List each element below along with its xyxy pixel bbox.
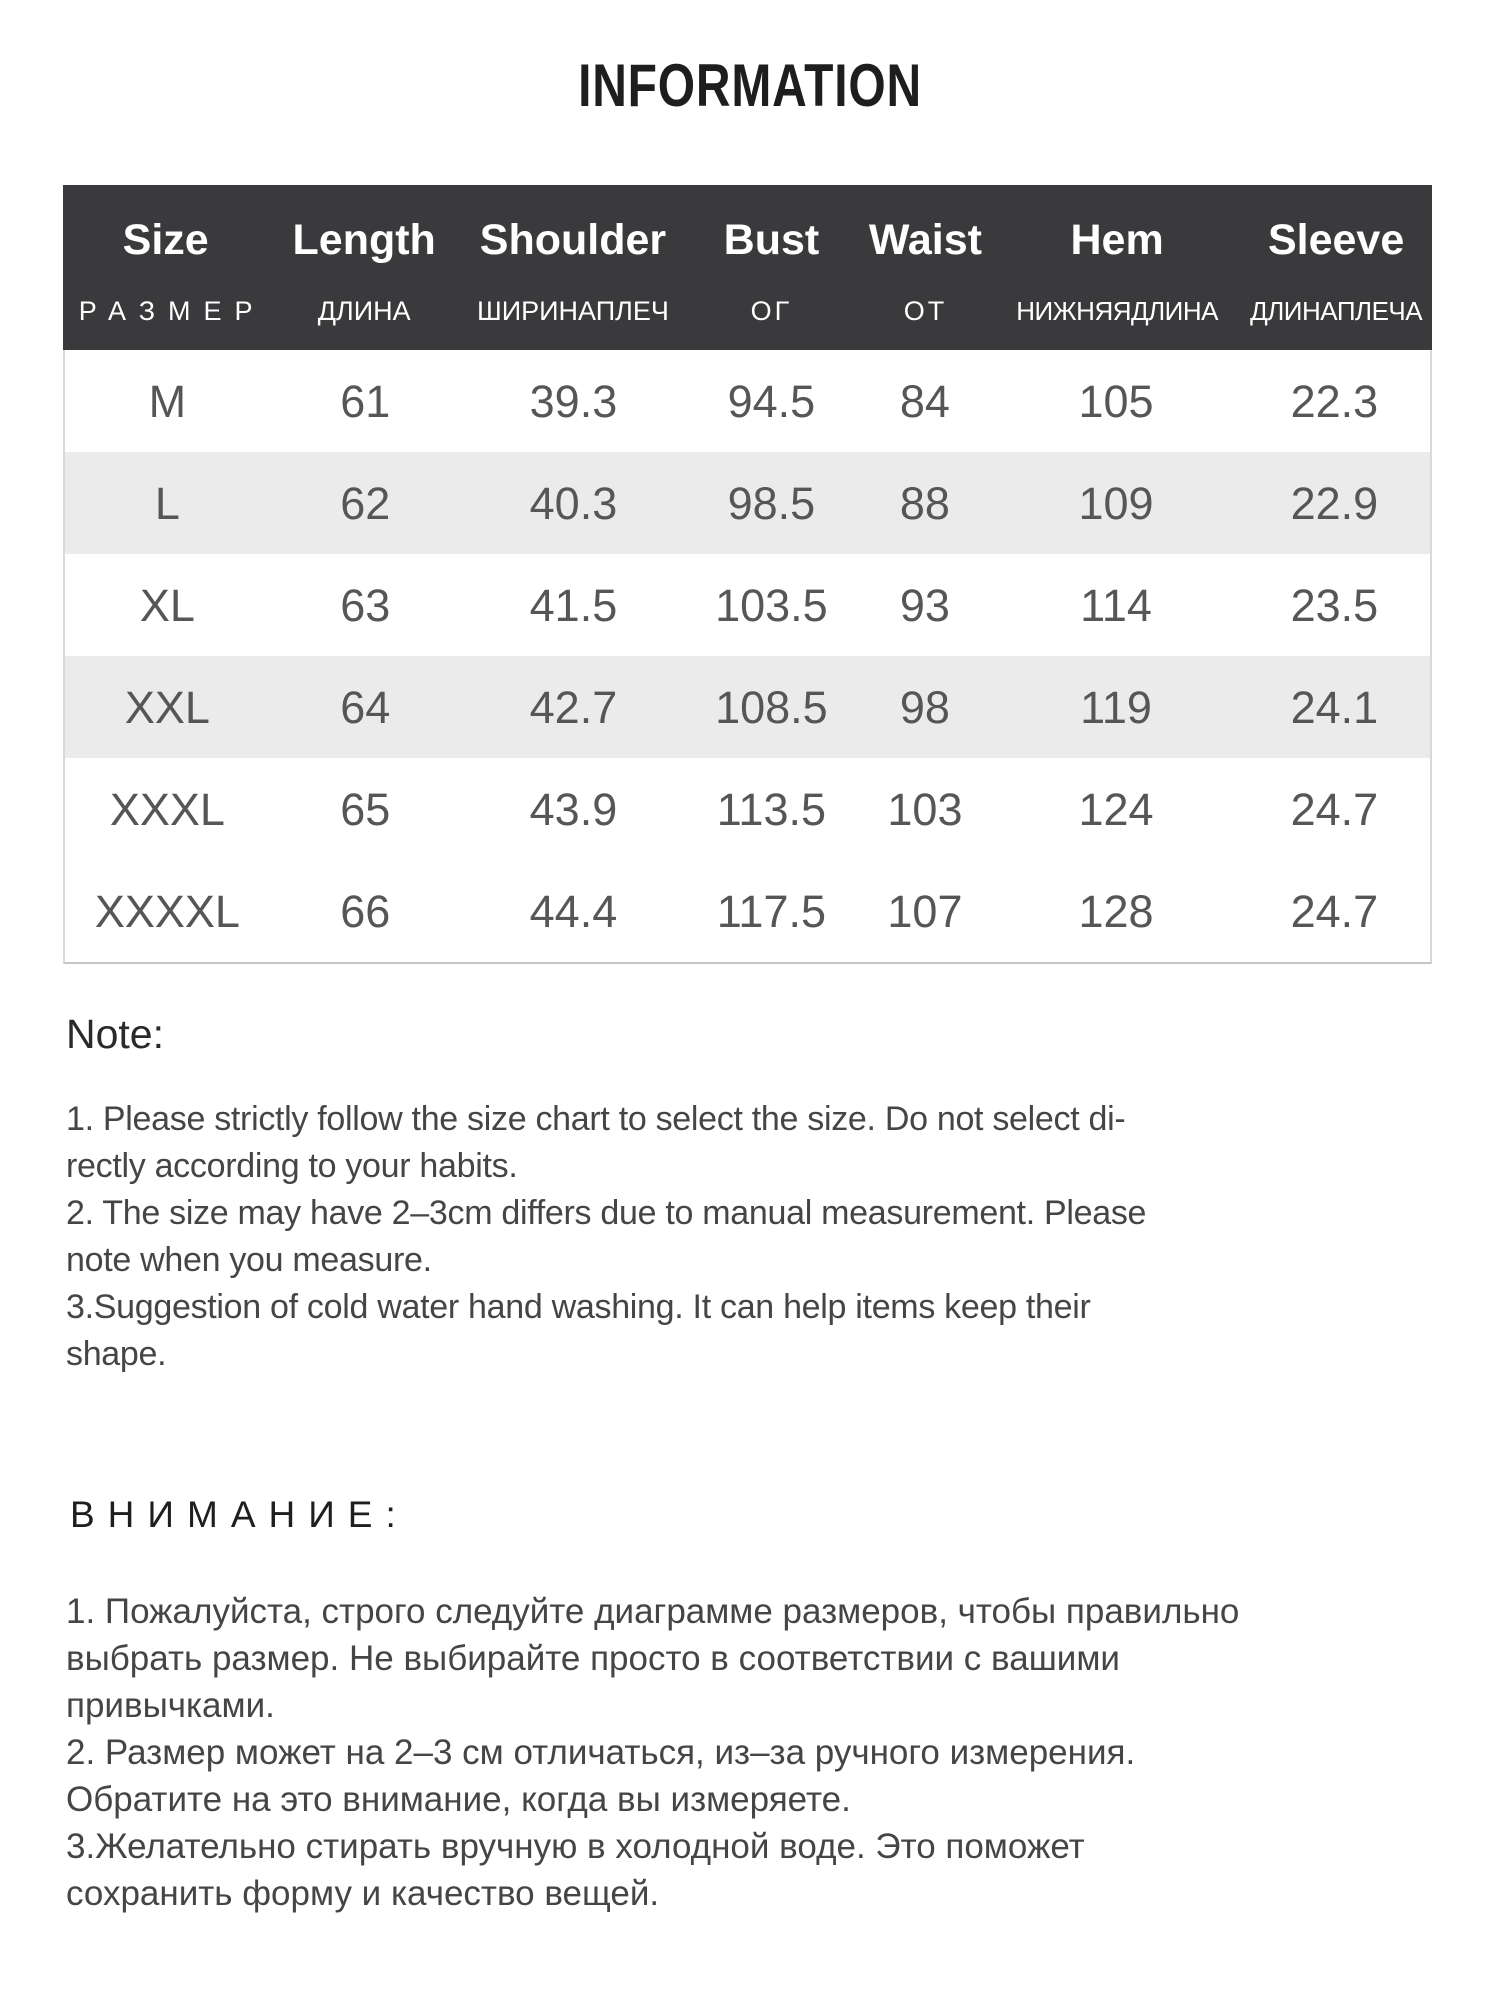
header-bust-ru: ОГ: [750, 296, 793, 326]
header-size-en: Size: [122, 216, 209, 264]
table-row-xl: [65, 554, 1430, 656]
size-label: L: [154, 477, 180, 529]
attention-line: выбрать размер. Не выбирайте просто в соответствии с вашими: [66, 1639, 1120, 1678]
header-cell-length: [268, 185, 460, 350]
table-row-l: [65, 452, 1430, 554]
header-waist-en: Waist: [868, 216, 982, 264]
sleeve-value: 22.9: [1290, 477, 1379, 529]
note-line: note when you measure.: [66, 1241, 432, 1279]
attention-line: 3.Желательно стирать вручную в холодной воде. Это поможет: [66, 1827, 1085, 1866]
waist-value: 107: [887, 885, 963, 937]
hem-value: 114: [1080, 579, 1152, 631]
size-label: XXXL: [109, 783, 225, 835]
sleeve-value: 24.1: [1290, 681, 1379, 733]
header-cell-bust: [686, 185, 857, 350]
length-value: 66: [340, 885, 391, 937]
header-sleeve-en: Sleeve: [1267, 216, 1405, 264]
table-body: [63, 350, 1432, 964]
header-shoulder-en: Shoulder: [479, 216, 667, 264]
shoulder-value: 44.4: [529, 885, 618, 937]
length-value: 62: [340, 477, 391, 529]
length-value: 61: [340, 375, 391, 427]
length-value: 63: [340, 579, 391, 631]
table-row-xxxl: [65, 758, 1430, 860]
size-label: XXL: [124, 681, 210, 733]
note-heading: Note:: [66, 1011, 164, 1057]
hem-value: 109: [1078, 477, 1154, 529]
bust-value: 98.5: [727, 477, 816, 529]
header-hem-en: Hem: [1070, 216, 1164, 264]
note-line: shape.: [66, 1335, 167, 1373]
page-title: INFORMATION: [578, 52, 922, 119]
note-line: 2. The size may have 2–3cm differs due to manual measurement. Please: [66, 1194, 1147, 1232]
table-row-xxl: [65, 656, 1430, 758]
sleeve-value: 24.7: [1290, 783, 1379, 835]
bust-value: 117.5: [716, 885, 827, 937]
table-row-xxxxl: [65, 860, 1430, 962]
header-length-ru: ДЛИНА: [317, 296, 411, 326]
attention-line: Обратите на это внимание, когда вы измеряете.: [66, 1780, 851, 1819]
waist-value: 93: [899, 579, 950, 631]
waist-value: 88: [899, 477, 950, 529]
shoulder-value: 41.5: [529, 579, 618, 631]
bust-value: 108.5: [715, 681, 828, 733]
hem-value: 119: [1080, 681, 1152, 733]
length-value: 65: [340, 783, 391, 835]
header-hem-ru: НИЖНЯЯДЛИНА: [1016, 296, 1218, 326]
waist-value: 84: [899, 375, 950, 427]
shoulder-value: 42.7: [529, 681, 618, 733]
attention-line: сохранить форму и качество вещей.: [66, 1874, 660, 1913]
size-label: XL: [139, 579, 195, 631]
table-header-row: [63, 185, 1432, 350]
header-size-ru: РАЗМЕР: [78, 296, 266, 326]
size-label: M: [148, 375, 187, 427]
header-cell-sleeve: [1240, 185, 1432, 350]
attention-line: 2. Размер может на 2–3 см отличаться, из–за ручного измерения.: [66, 1733, 1136, 1772]
hem-value: 124: [1078, 783, 1154, 835]
table-row-m: [65, 350, 1430, 452]
waist-value: 98: [899, 681, 950, 733]
attention-heading: ВНИМАНИЕ:: [70, 1494, 409, 1535]
header-shoulder-ru: ШИРИНАПЛЕЧ: [476, 296, 669, 326]
shoulder-value: 40.3: [529, 477, 618, 529]
attention-line: привычками.: [66, 1686, 275, 1725]
header-cell-waist: [857, 185, 994, 350]
header-cell-shoulder: [460, 185, 686, 350]
note-line: rectly according to your habits.: [66, 1147, 518, 1185]
header-cell-hem: [994, 185, 1240, 350]
header-waist-ru: ОТ: [903, 296, 948, 326]
sleeve-value: 24.7: [1290, 885, 1379, 937]
note-line: 3.Suggestion of cold water hand washing. It can help items keep their: [66, 1288, 1091, 1326]
header-sleeve-ru: ДЛИНАПЛЕЧА: [1250, 296, 1423, 326]
hem-value: 105: [1078, 375, 1154, 427]
bust-value: 103.5: [715, 579, 828, 631]
bust-value: 94.5: [727, 375, 816, 427]
header-length-en: Length: [292, 216, 436, 264]
sleeve-value: 23.5: [1290, 579, 1379, 631]
size-label: XXXXL: [94, 885, 240, 937]
note-text: [66, 1096, 1446, 1378]
attention-line: 1. Пожалуйста, строго следуйте диаграмме размеров, чтобы правильно: [66, 1592, 1240, 1631]
bust-value: 113.5: [716, 783, 827, 835]
header-cell-size: [63, 185, 268, 350]
shoulder-value: 39.3: [529, 375, 618, 427]
shoulder-value: 43.9: [529, 783, 618, 835]
note-line: 1. Please strictly follow the size chart to select the size. Do not select di-: [66, 1100, 1126, 1138]
sleeve-value: 22.3: [1290, 375, 1379, 427]
waist-value: 103: [887, 783, 963, 835]
length-value: 64: [340, 681, 391, 733]
size-chart-table: [63, 185, 1432, 964]
attention-text: [66, 1588, 1446, 1917]
table-header: [63, 185, 1432, 350]
header-bust-en: Bust: [723, 216, 820, 264]
hem-value: 128: [1078, 885, 1154, 937]
